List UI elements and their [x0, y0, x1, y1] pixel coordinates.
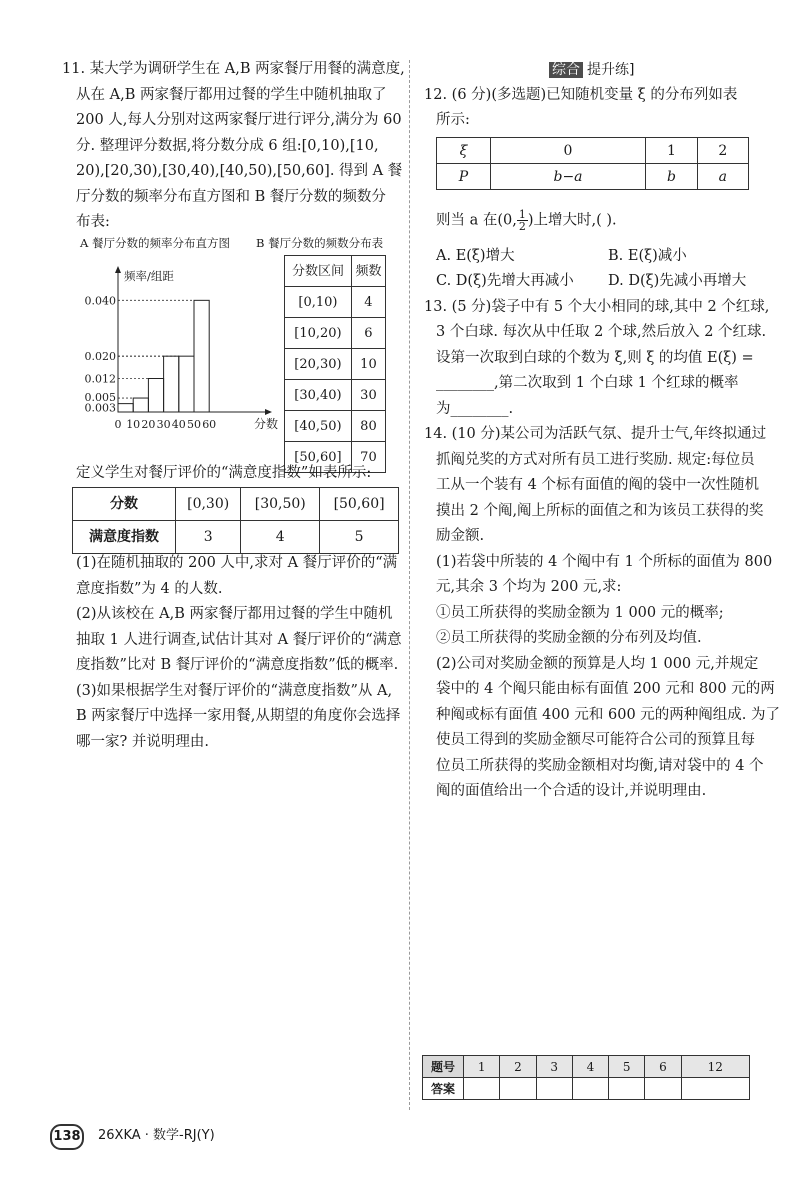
- section-badge: 综合: [549, 62, 583, 78]
- x-tick-label: 10: [126, 418, 141, 431]
- x-axis-arrow: [265, 409, 272, 415]
- question-number: 4: [572, 1056, 608, 1078]
- q14-line: 工从一个装有 4 个标有面值的阄的袋中一次性随机: [436, 477, 759, 493]
- x-tick-label: 60: [202, 418, 217, 431]
- answer-header-label: 题号: [423, 1056, 464, 1078]
- answer-cell[interactable]: [645, 1078, 681, 1100]
- question-number: 3: [536, 1056, 572, 1078]
- q14-line: 元,其余 3 个均为 200 元,求:: [436, 579, 622, 595]
- y-tick-label: 0.012: [84, 372, 116, 386]
- option-b: B. E(ξ)减小: [608, 248, 687, 264]
- table-row: [423, 1078, 750, 1100]
- answer-cell[interactable]: [572, 1078, 608, 1100]
- table-cell: 6: [351, 318, 385, 349]
- q13-line: 13. (5 分)袋子中有 5 个大小相同的球,其中 2 个红球,: [424, 299, 770, 315]
- q13-line: 设第一次取到白球的个数为 ξ,则 ξ 的均值 E(ξ) =: [436, 350, 754, 366]
- footer-code: 26XKA · 数学-RJ(Y): [98, 1128, 215, 1143]
- table-row: [285, 349, 386, 380]
- table-cell: [50,60]: [285, 442, 352, 473]
- q14-line: 抓阄兑奖的方式对所有员工进行奖励. 规定:每位员: [436, 452, 755, 468]
- table-cell: ξ: [437, 138, 491, 164]
- q11-line: 11. 某大学为调研学生在 A,B 两家餐厅用餐的满意度,: [62, 61, 405, 77]
- q14-line: 种阄或标有面值 400 元和 600 元的两种阄组成. 为了: [436, 707, 781, 723]
- q14-line: (1)若袋中所装的 4 个阄中有 1 个所标的面值为 800: [436, 554, 773, 570]
- table-cell: [30,40): [285, 380, 352, 411]
- q11-subquestion-line: 哪一家? 并说明理由.: [76, 734, 209, 750]
- table-cell: 5: [320, 521, 399, 554]
- table-row: [423, 1056, 750, 1078]
- table-row: [437, 164, 749, 190]
- q11-subquestion-line: (2)从该校在 A,B 两家餐厅都用过餐的学生中随机: [76, 606, 393, 622]
- frequency-histogram: [76, 260, 281, 440]
- q12-line: 12. (6 分)(多选题)已知随机变量 ξ 的分布列如表: [424, 87, 738, 103]
- table-cell: 1: [646, 138, 698, 164]
- q11-line: 20),[20,30),[30,40),[40,50),[50,60]. 得到 A 餐: [76, 163, 403, 179]
- fraction: [517, 209, 528, 232]
- q14-line: ②员工所获得的奖励金额的分布列及均值.: [436, 630, 702, 646]
- answer-cell[interactable]: [536, 1078, 572, 1100]
- table-cell: 70: [351, 442, 385, 473]
- x-tick-label: 0: [114, 418, 122, 431]
- fraction-numerator: 1: [518, 208, 526, 221]
- question-number: 12: [681, 1056, 749, 1078]
- q13-line: ________,第二次取到 1 个白球 1 个红球的概率: [436, 375, 739, 391]
- question-number: 2: [500, 1056, 536, 1078]
- answer-cell[interactable]: [681, 1078, 749, 1100]
- q14-line: 阄的面值给出一个合适的设计,并说明理由.: [436, 783, 707, 799]
- table-row: [437, 138, 749, 164]
- table-row: [285, 287, 386, 318]
- table-cell: P: [437, 164, 491, 190]
- table-row: [285, 318, 386, 349]
- table-header-cell: 分数区间: [285, 256, 352, 287]
- column-divider: [409, 60, 410, 1110]
- q11-line: 分. 整理评分数据,将分数分成 6 组:[0,10),[10,: [76, 138, 379, 154]
- y-tick-label: 0.020: [84, 350, 116, 364]
- q14-line: (2)公司对奖励金额的预算是人均 1 000 元,并规定: [436, 656, 759, 672]
- q11-line: 布表:: [76, 214, 110, 230]
- x-tick-label: 50: [187, 418, 201, 431]
- q11-line: 厅分数的频率分布直方图和 B 餐厅分数的频数分: [76, 189, 386, 205]
- answer-cell[interactable]: [464, 1078, 500, 1100]
- histogram-bar: [164, 356, 179, 412]
- table-cell: [0,10): [285, 287, 352, 318]
- q11-subquestion-line: B 两家餐厅中选择一家用餐,从期望的角度你会选择: [76, 708, 401, 724]
- q11-subquestion-line: (1)在随机抽取的 200 人中,求对 A 餐厅评价的“满: [76, 555, 398, 571]
- q14-line: 14. (10 分)某公司为活跃气氛、提升士气,年终拟通过: [424, 426, 767, 442]
- table-cell: [10,20): [285, 318, 352, 349]
- answer-row-label: 答案: [423, 1078, 464, 1100]
- table-cell: b−a: [490, 164, 645, 190]
- answer-table: [422, 1055, 750, 1100]
- table-cell: 80: [351, 411, 385, 442]
- q11-subquestion-line: 意度指数”为 4 的人数.: [76, 581, 223, 597]
- q11-line: 从在 A,B 两家餐厅都用过餐的学生中随机抽取了: [76, 87, 387, 103]
- table-cell: [0,30): [176, 488, 241, 521]
- q11-subquestion-line: 度指数”比对 B 餐厅评价的“满意度指数”低的概率.: [76, 657, 399, 673]
- table-cell: 4: [351, 287, 385, 318]
- x-axis-label: 分数: [254, 417, 279, 431]
- table-row: [73, 521, 399, 554]
- b-frequency-table: [284, 255, 386, 473]
- histogram-bar: [118, 404, 133, 412]
- answer-cell[interactable]: [609, 1078, 645, 1100]
- q12-condition: [436, 209, 617, 232]
- histogram-bar: [179, 356, 194, 412]
- y-tick-label: 0.003: [84, 401, 116, 415]
- table-cell: [20,30): [285, 349, 352, 380]
- table-cell: 满意度指数: [73, 521, 176, 554]
- q12-condition-text: 则当 a 在(0,: [436, 212, 517, 229]
- answer-cell[interactable]: [500, 1078, 536, 1100]
- table-cell: [50,60]: [320, 488, 399, 521]
- fraction-denominator: 2: [518, 220, 526, 233]
- table-header-row: [285, 256, 386, 287]
- x-tick-label: 30: [156, 418, 171, 431]
- q14-line: 摸出 2 个阄,阄上所标的面值之和为该员工获得的奖: [436, 503, 764, 519]
- q11-subquestion-line: 抽取 1 人进行调查,试估计其对 A 餐厅评价的“满意: [76, 632, 402, 648]
- distribution-table: [436, 137, 749, 190]
- q12-line: 所示:: [436, 112, 470, 128]
- question-number: 6: [645, 1056, 681, 1078]
- option-c: C. D(ξ)先增大再减小: [436, 273, 574, 289]
- y-axis-label: 频率/组距: [124, 269, 174, 283]
- histogram-bar: [194, 300, 209, 412]
- chart-caption: A 餐厅分数的频率分布直方图: [80, 236, 230, 250]
- table-row: [73, 488, 399, 521]
- table-header-cell: 频数: [351, 256, 385, 287]
- table-cell: 分数: [73, 488, 176, 521]
- x-tick-label: 40: [171, 418, 186, 431]
- table-row: [285, 411, 386, 442]
- q11-line: 200 人,每人分别对这两家餐厅进行评分,满分为 60: [76, 112, 402, 128]
- q14-line: 励金额.: [436, 528, 485, 544]
- option-d: D. D(ξ)先减小再增大: [608, 273, 747, 289]
- table-cell: [30,50): [241, 488, 320, 521]
- question-number: 5: [609, 1056, 645, 1078]
- x-tick-label: 20: [141, 418, 156, 431]
- y-axis-arrow: [115, 266, 121, 273]
- q14-line: 袋中的 4 个阄只能由标有面值 200 元和 800 元的两: [436, 681, 775, 697]
- q14-line: ①员工所获得的奖励金额为 1 000 元的概率;: [436, 605, 724, 621]
- question-number: 1: [464, 1056, 500, 1078]
- histogram-bar: [148, 379, 163, 413]
- histogram-bar: [133, 398, 148, 412]
- table-cell: 0: [490, 138, 645, 164]
- q13-line: 3 个白球. 每次从中任取 2 个球,然后放入 2 个红球.: [436, 324, 767, 340]
- page-number: 138: [50, 1124, 84, 1150]
- q12-condition-text: )上增大时,( ).: [527, 212, 617, 229]
- y-tick-label: 0.005: [84, 391, 116, 405]
- table-cell: 4: [241, 521, 320, 554]
- table-cell: 2: [697, 138, 748, 164]
- q11-subquestion-line: (3)如果根据学生对餐厅评价的“满意度指数”从 A,: [76, 683, 393, 699]
- y-tick-label: 0.040: [84, 294, 116, 308]
- table-cell: a: [697, 164, 748, 190]
- table-caption: B 餐厅分数的频数分布表: [256, 236, 384, 250]
- q14-line: 使员工得到的奖励金额尽可能符合公司的预算且每: [436, 732, 755, 748]
- table-cell: 30: [351, 380, 385, 411]
- table-cell: [40,50): [285, 411, 352, 442]
- section-header: [549, 62, 634, 82]
- table-cell: 3: [176, 521, 241, 554]
- q14-line: 位员工所获得的奖励金额相对均衡,请对袋中的 4 个: [436, 758, 764, 774]
- q13-line: 为________.: [436, 401, 514, 417]
- section-label: 提升练]: [587, 62, 635, 78]
- satisfaction-index-table: [72, 487, 399, 554]
- table-cell: b: [646, 164, 698, 190]
- table-cell: 10: [351, 349, 385, 380]
- option-a: A. E(ξ)增大: [436, 248, 515, 264]
- index-intro: 定义学生对餐厅评价的“满意度指数”如表所示:: [76, 465, 372, 481]
- table-row: [285, 380, 386, 411]
